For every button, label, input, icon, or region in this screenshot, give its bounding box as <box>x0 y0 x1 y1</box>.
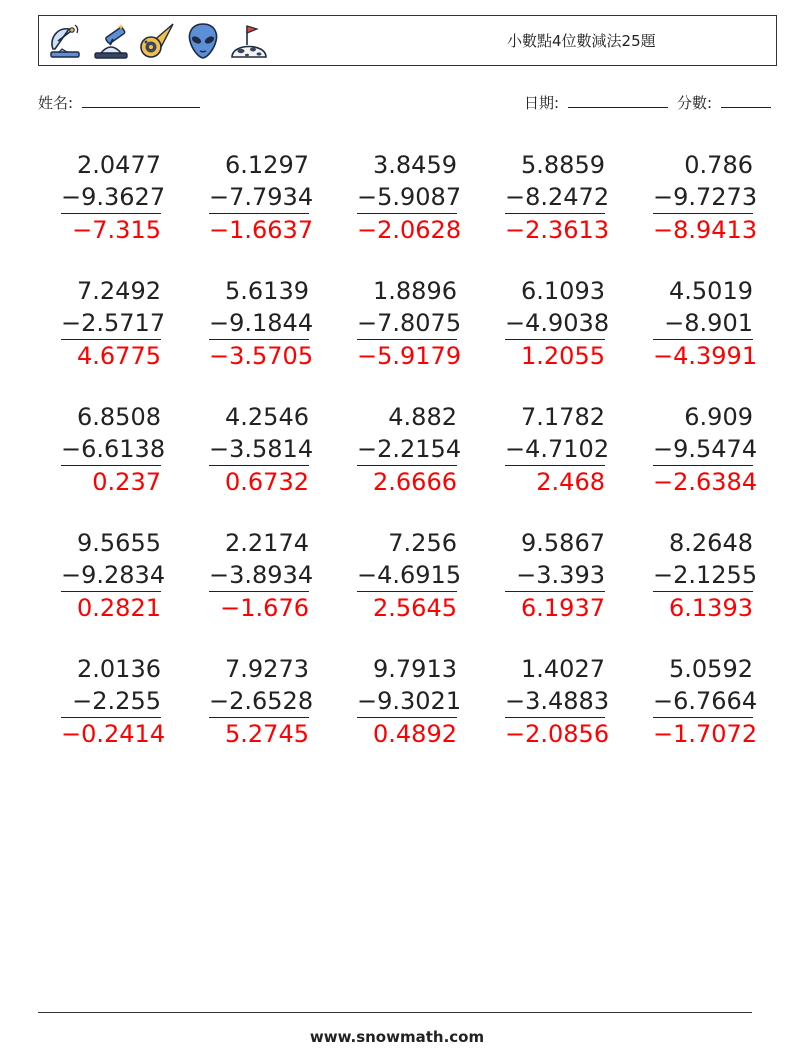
subtrahend-value: −7.7934 <box>209 181 309 214</box>
problem-13 <box>357 401 462 498</box>
telescope-icon <box>91 21 131 61</box>
minuend-value: 8.2648 <box>669 529 753 557</box>
problem-5 <box>653 149 758 246</box>
subtrahend-value: −2.5717 <box>61 307 161 340</box>
minuend-value: 6.1093 <box>521 277 605 305</box>
answer-value: −8.9413 <box>653 216 758 244</box>
subtrahend-value: −4.6915 <box>357 559 457 592</box>
subtrahend-value: −9.3627 <box>61 181 161 214</box>
footer-rule <box>38 1012 752 1013</box>
problem-16 <box>61 527 166 624</box>
minuend-value: 0.786 <box>684 151 753 179</box>
subtrahend-value: −6.7664 <box>653 685 753 718</box>
name-label: 姓名: <box>38 94 74 112</box>
subtrahend-value: −9.7273 <box>653 181 753 214</box>
problem-22 <box>209 653 314 750</box>
answer-value: −1.7072 <box>653 720 758 748</box>
score-field <box>677 92 771 113</box>
problem-23 <box>357 653 462 750</box>
subtrahend-value: −5.9087 <box>357 181 457 214</box>
subtrahend-value: −8.2472 <box>505 181 605 214</box>
answer-value: −5.9179 <box>357 342 462 370</box>
worksheet-title: 小數點4位數減法25題 <box>507 32 656 50</box>
minuend-value: 6.909 <box>684 403 753 431</box>
subtrahend-value: −2.2154 <box>357 433 457 466</box>
date-blank[interactable] <box>568 92 668 108</box>
answer-value: 1.2055 <box>521 342 605 370</box>
problem-19 <box>505 527 605 624</box>
name-blank[interactable] <box>82 92 200 108</box>
answer-value: 2.468 <box>536 468 605 496</box>
minuend-value: 4.5019 <box>669 277 753 305</box>
answer-value: −7.315 <box>72 216 161 244</box>
subtrahend-value: −3.4883 <box>505 685 605 718</box>
problem-11 <box>61 401 166 498</box>
minuend-value: 7.9273 <box>225 655 309 683</box>
subtrahend-value: −3.393 <box>505 559 605 592</box>
answer-value: −3.5705 <box>209 342 314 370</box>
minuend-value: 4.882 <box>388 403 457 431</box>
name-field <box>38 92 200 113</box>
minuend-value: 1.8896 <box>373 277 457 305</box>
problem-9 <box>505 275 610 372</box>
minuend-value: 1.4027 <box>521 655 605 683</box>
minuend-value: 7.256 <box>388 529 457 557</box>
minuend-value: 4.2546 <box>225 403 309 431</box>
minuend-value: 2.0136 <box>77 655 161 683</box>
problem-6 <box>61 275 166 372</box>
score-blank[interactable] <box>721 92 771 108</box>
icon-strip <box>45 21 269 61</box>
answer-value: 2.6666 <box>373 468 457 496</box>
minuend-value: 2.2174 <box>225 529 309 557</box>
subtrahend-value: −2.6528 <box>209 685 309 718</box>
problem-12 <box>209 401 314 498</box>
problem-15 <box>653 401 758 498</box>
minuend-value: 9.5655 <box>77 529 161 557</box>
problem-2 <box>209 149 314 246</box>
subtrahend-value: −8.901 <box>653 307 753 340</box>
problem-21 <box>61 653 166 750</box>
minuend-value: 7.1782 <box>521 403 605 431</box>
minuend-value: 9.5867 <box>521 529 605 557</box>
minuend-value: 7.2492 <box>77 277 161 305</box>
minuend-value: 5.8859 <box>521 151 605 179</box>
subtrahend-value: −9.5474 <box>653 433 753 466</box>
problem-10 <box>653 275 758 372</box>
answer-value: −0.2414 <box>61 720 166 748</box>
problem-25 <box>653 653 758 750</box>
subtrahend-value: −6.6138 <box>61 433 161 466</box>
answer-value: 0.4892 <box>373 720 457 748</box>
meteor-icon <box>137 21 177 61</box>
problem-17 <box>209 527 314 624</box>
answer-value: 2.5645 <box>373 594 457 622</box>
problem-8 <box>357 275 462 372</box>
problem-4 <box>505 149 610 246</box>
problem-14 <box>505 401 610 498</box>
subtrahend-value: −9.3021 <box>357 685 457 718</box>
date-field <box>524 92 668 113</box>
answer-value: −1.6637 <box>209 216 314 244</box>
subtrahend-value: −7.8075 <box>357 307 457 340</box>
minuend-value: 5.0592 <box>669 655 753 683</box>
satellite-dish-icon <box>45 21 85 61</box>
minuend-value: 9.7913 <box>373 655 457 683</box>
answer-value: 6.1393 <box>669 594 753 622</box>
answer-value: 4.6775 <box>77 342 161 370</box>
answer-value: 5.2745 <box>225 720 309 748</box>
answer-value: 0.237 <box>92 468 161 496</box>
score-label: 分數: <box>677 94 713 112</box>
moon-flag-icon <box>229 21 269 61</box>
answer-value: 0.6732 <box>225 468 309 496</box>
answer-value: −2.0856 <box>505 720 610 748</box>
answer-value: −2.3613 <box>505 216 610 244</box>
answer-value: −1.676 <box>220 594 309 622</box>
alien-icon <box>183 21 223 61</box>
problem-24 <box>505 653 610 750</box>
minuend-value: 5.6139 <box>225 277 309 305</box>
date-label: 日期: <box>524 94 560 112</box>
header-box <box>38 15 777 66</box>
subtrahend-value: −9.2834 <box>61 559 161 592</box>
subtrahend-value: −2.255 <box>61 685 161 718</box>
answer-value: 0.2821 <box>77 594 161 622</box>
problem-1 <box>61 149 166 246</box>
subtrahend-value: −9.1844 <box>209 307 309 340</box>
answer-value: −4.3991 <box>653 342 758 370</box>
subtrahend-value: −2.1255 <box>653 559 753 592</box>
minuend-value: 6.8508 <box>77 403 161 431</box>
problem-7 <box>209 275 314 372</box>
footer-site: www.snowmath.com <box>309 1028 485 1046</box>
minuend-value: 2.0477 <box>77 151 161 179</box>
answer-value: −2.6384 <box>653 468 758 496</box>
answer-value: 6.1937 <box>521 594 605 622</box>
subtrahend-value: −3.8934 <box>209 559 309 592</box>
subtrahend-value: −4.7102 <box>505 433 605 466</box>
answer-value: −2.0628 <box>357 216 462 244</box>
minuend-value: 3.8459 <box>373 151 457 179</box>
minuend-value: 6.1297 <box>225 151 309 179</box>
problem-18 <box>357 527 462 624</box>
problem-20 <box>653 527 758 624</box>
subtrahend-value: −3.5814 <box>209 433 309 466</box>
subtrahend-value: −4.9038 <box>505 307 605 340</box>
problem-3 <box>357 149 462 246</box>
